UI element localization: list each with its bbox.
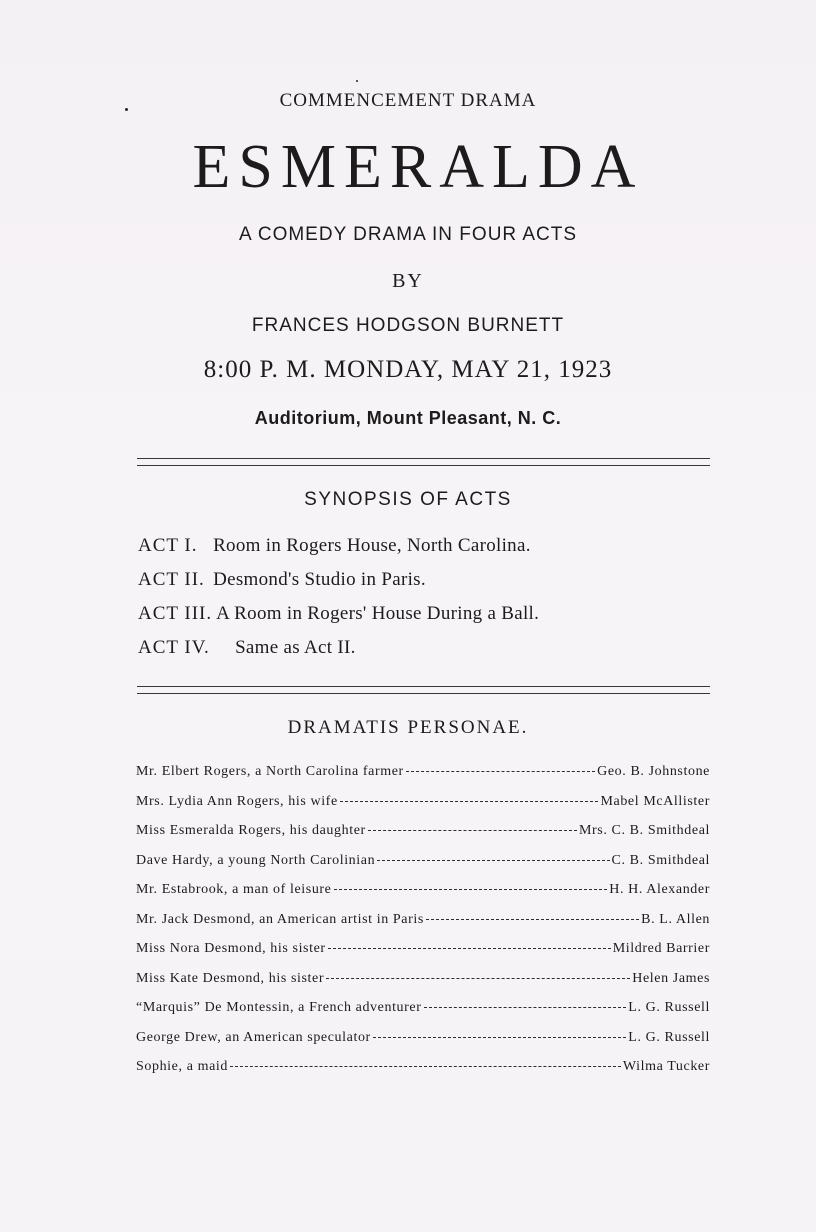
dot-leader — [328, 948, 611, 949]
cast-role: Dave Hardy, a young North Carolinian — [136, 852, 376, 868]
dot-leader — [426, 919, 639, 920]
cast-actor: Geo. B. Johnstone — [597, 764, 710, 779]
act-number: ACT III. — [138, 603, 213, 624]
act-item — [138, 637, 738, 671]
cast-actor: Helen James — [632, 970, 710, 986]
cast-actor: B. L. Allen — [641, 911, 710, 927]
dot-leader — [326, 978, 630, 979]
cast-role: Mrs. Lydia Ann Rogers, his wife — [136, 793, 338, 809]
act-item — [138, 569, 738, 603]
cast-row — [136, 912, 710, 942]
act-description: A Room in Rogers' House During a Ball. — [216, 603, 540, 624]
cast-actor: Mildred Barrier — [612, 941, 710, 956]
dot-leader — [334, 889, 608, 890]
act-description: Desmond's Studio in Paris. — [213, 569, 426, 590]
cast-row — [136, 941, 710, 971]
cast-actor: Mrs. C. B. Smithdeal — [578, 823, 710, 838]
cast-actor: Wilma Tucker — [622, 1059, 710, 1074]
cast-row — [136, 1030, 710, 1060]
act-item — [138, 603, 738, 637]
act-number: ACT I. — [138, 535, 198, 556]
dot-leader — [230, 1066, 621, 1067]
cast-role: Mr. Jack Desmond, an American artist in Paris — [136, 911, 424, 927]
double-rule-divider — [137, 686, 710, 694]
ink-speck — [356, 80, 358, 82]
venue-text: Auditorium, Mount Pleasant, N. C. — [254, 408, 562, 428]
cast-row — [136, 971, 710, 1001]
dot-leader — [406, 771, 595, 772]
cast-row — [136, 794, 710, 824]
cast-role: Sophie, a maid — [136, 1059, 228, 1074]
kicker-text: COMMENCEMENT DRAMA — [279, 90, 537, 111]
cast-row — [136, 1059, 710, 1089]
cast-role: Miss Kate Desmond, his sister — [136, 970, 325, 986]
dramatis-personae-heading: DRAMATIS PERSONAE. — [287, 717, 529, 738]
cast-role: George Drew, an American speculator — [136, 1029, 371, 1045]
dot-leader — [373, 1037, 626, 1038]
double-rule-divider — [137, 458, 710, 466]
dot-leader — [424, 1007, 627, 1008]
cast-list — [136, 764, 710, 1089]
dot-leader — [340, 801, 599, 802]
cast-row — [136, 823, 710, 853]
cast-role: “Marquis” De Montessin, a French adventurer — [136, 1000, 422, 1015]
act-number: ACT II. — [138, 569, 205, 590]
cast-role: Miss Nora Desmond, his sister — [136, 941, 326, 956]
cast-row — [136, 853, 710, 883]
cast-row — [136, 1000, 710, 1030]
play-title: ESMERALDA — [192, 133, 644, 201]
cast-role: Mr. Estabrook, a man of leisure — [136, 882, 332, 897]
cast-actor: L. G. Russell — [628, 1029, 710, 1045]
acts-list — [138, 535, 738, 671]
by-line: BY — [392, 270, 424, 292]
author-name: FRANCES HODGSON BURNETT — [251, 315, 565, 336]
act-description: Room in Rogers House, North Carolina. — [213, 535, 531, 556]
cast-actor: C. B. Smithdeal — [611, 852, 710, 868]
cast-row — [136, 882, 710, 912]
performance-datetime: 8:00 P. M. MONDAY, MAY 21, 1923 — [203, 356, 613, 383]
cast-actor: Mabel McAllister — [600, 793, 710, 809]
synopsis-heading: SYNOPSIS OF ACTS — [304, 489, 512, 510]
cast-role: Mr. Elbert Rogers, a North Carolina farmer — [136, 764, 404, 779]
play-subtitle: A COMEDY DRAMA IN FOUR ACTS — [238, 224, 578, 245]
cast-row — [136, 764, 710, 794]
cast-actor: H. H. Alexander — [609, 882, 710, 897]
act-item — [138, 535, 738, 569]
cast-actor: L. G. Russell — [628, 1000, 710, 1015]
cast-role: Miss Esmeralda Rogers, his daughter — [136, 823, 366, 838]
act-number: ACT IV. — [138, 637, 210, 658]
dot-leader — [368, 830, 577, 831]
dot-leader — [377, 860, 609, 861]
act-description: Same as Act II. — [235, 637, 356, 658]
